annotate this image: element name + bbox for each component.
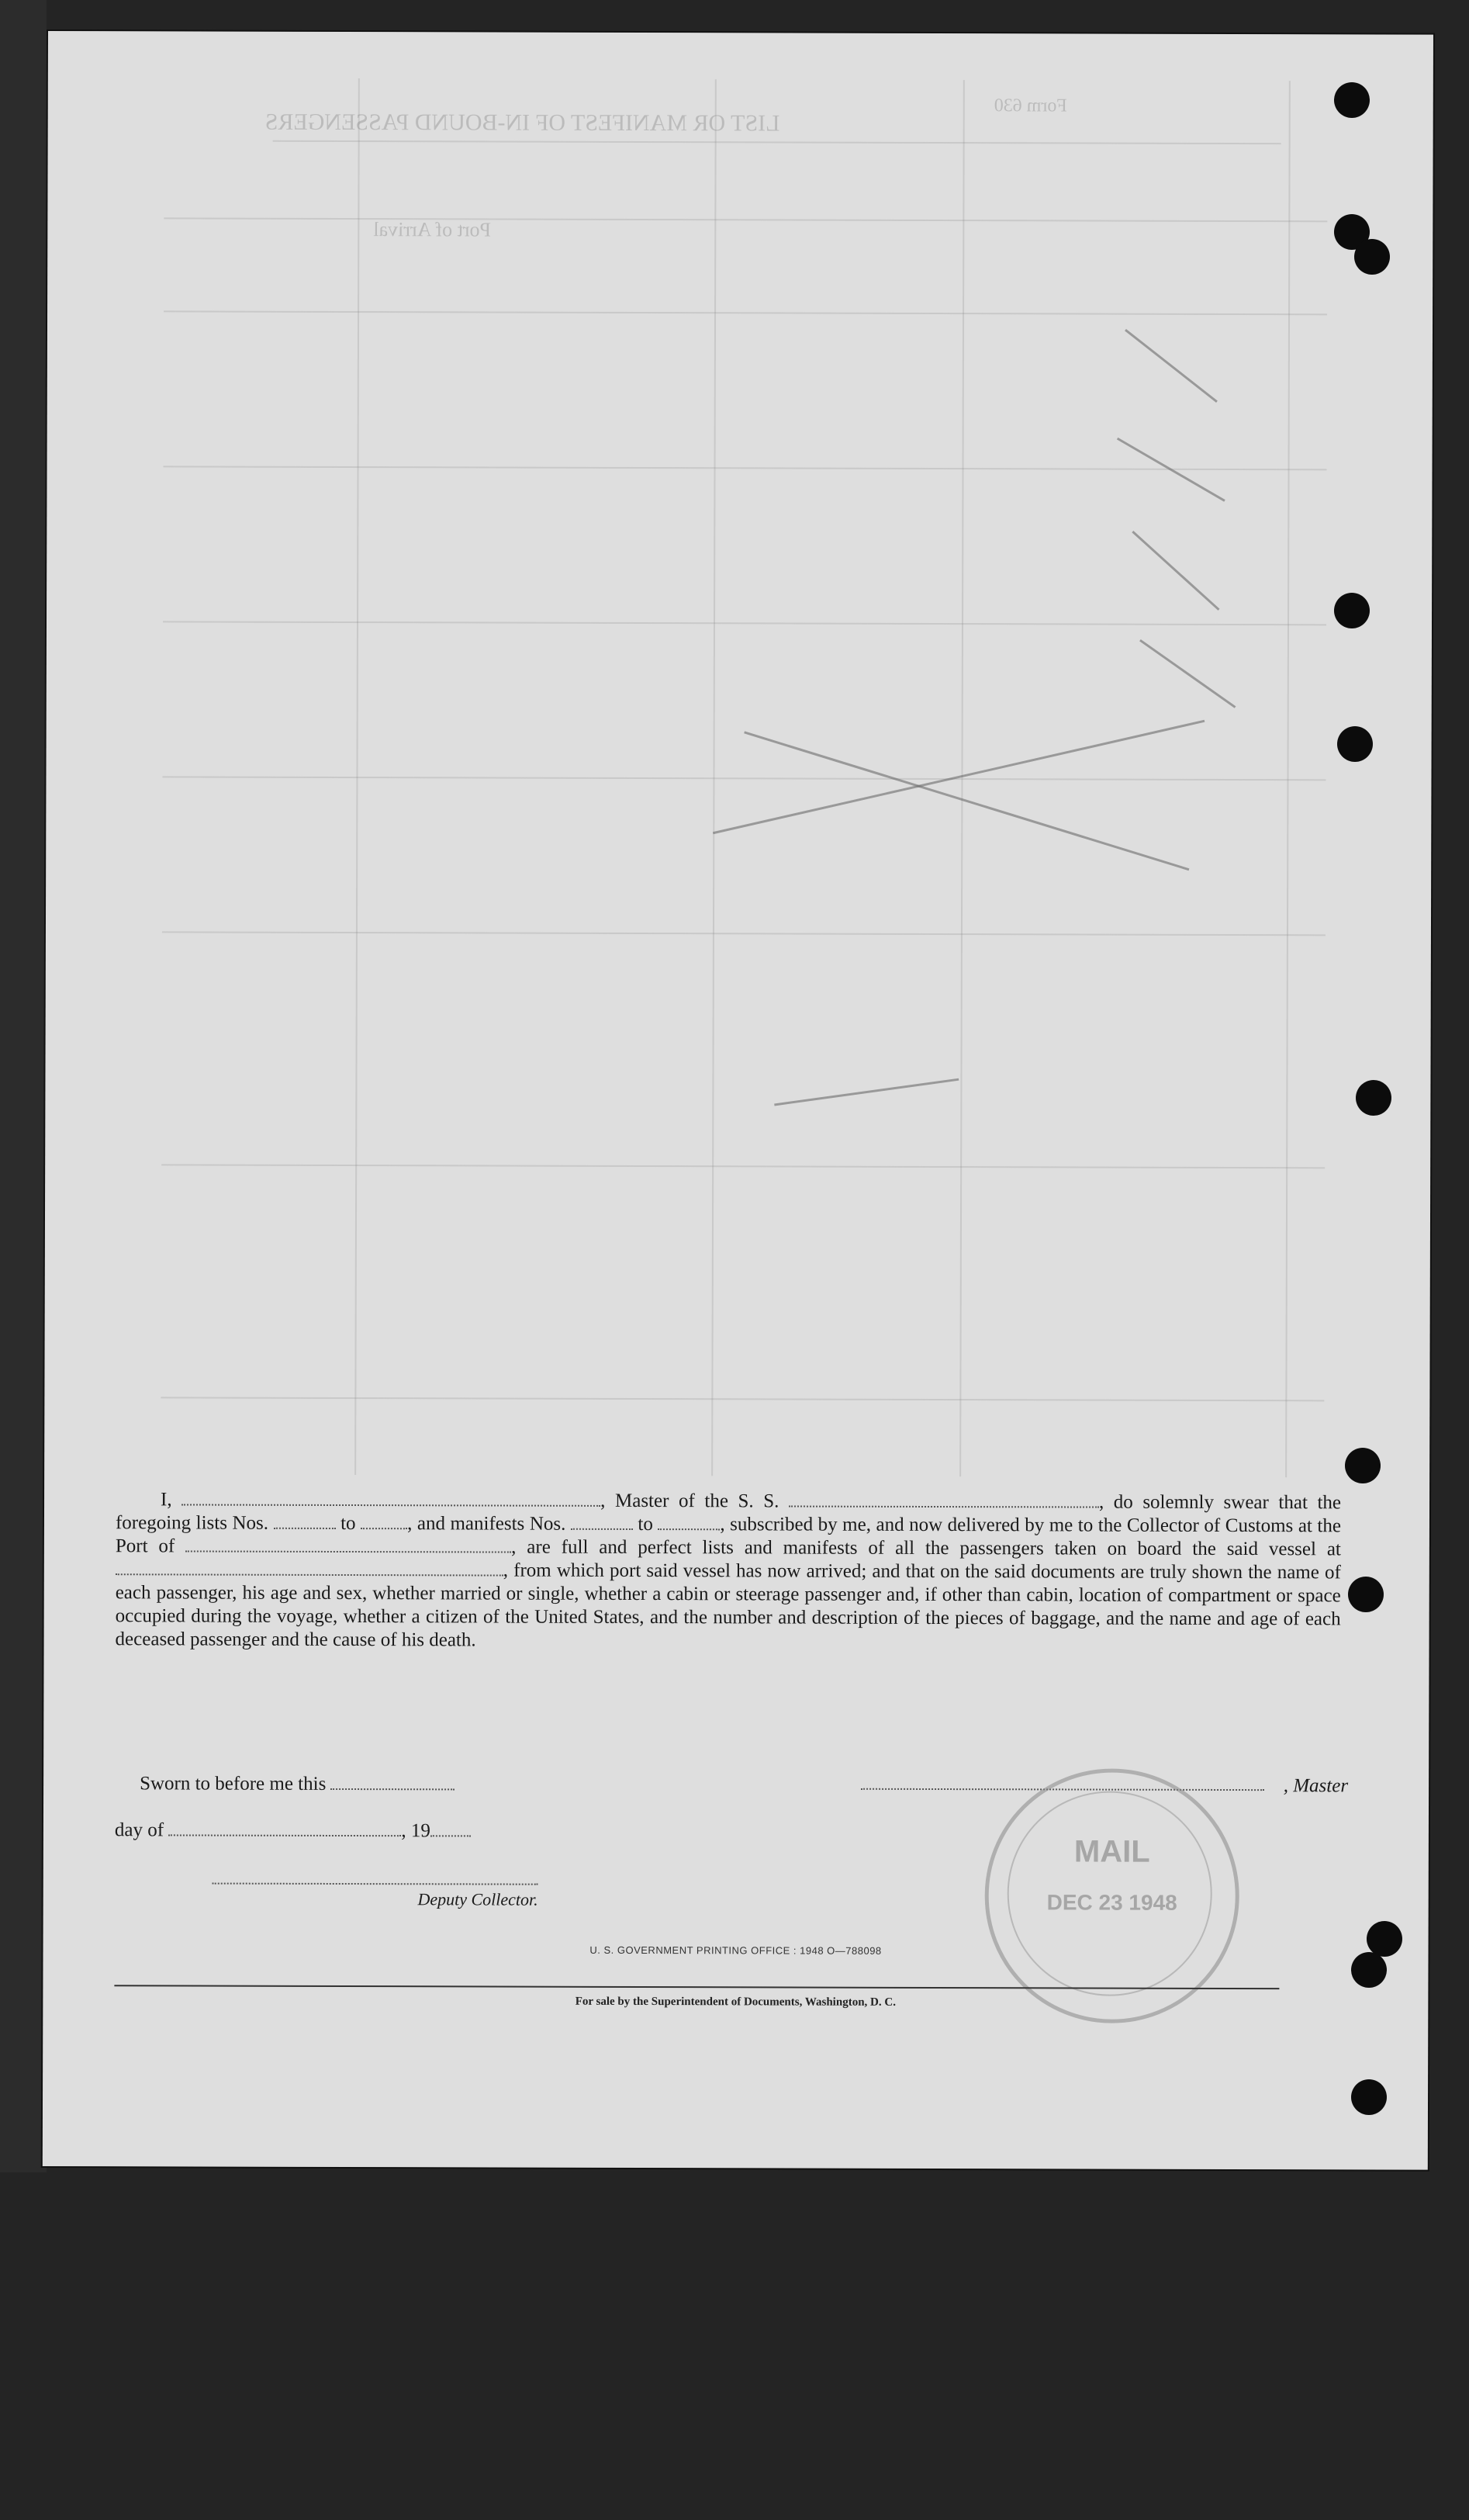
- for-sale-notice: For sale by the Superintendent of Documents, Washington, D. C.: [575, 1995, 896, 2009]
- list-from-blank: [274, 1512, 336, 1529]
- binder-hole: [1351, 1952, 1387, 1988]
- pencil-mark: [1132, 531, 1219, 611]
- binder-hole: [1356, 1080, 1391, 1116]
- pencil-mark: [713, 720, 1205, 834]
- year-blank: [430, 1819, 471, 1836]
- binder-hole: [1354, 239, 1390, 275]
- oath-do-solemnly: , do solemnly swear that the foregoing lists Nos.: [115, 1491, 1342, 1534]
- oath-subscribed: , subscribed by me, and now delivered by me to the Collector of Customs at the Port of: [115, 1514, 1341, 1557]
- vessel-name-blank: [789, 1490, 1099, 1508]
- month-blank: [168, 1819, 401, 1836]
- sworn-day-blank: [331, 1773, 455, 1790]
- master-name-blank: [181, 1488, 600, 1506]
- master-oath-paragraph: [116, 1488, 1342, 1654]
- stamp-mail-text: MAIL: [1073, 1834, 1150, 1869]
- pencil-mark: [1117, 438, 1225, 502]
- master-label: , Master: [1283, 1775, 1349, 1797]
- day-of-row: [115, 1819, 471, 1842]
- day-of-label: day of: [114, 1819, 164, 1841]
- printing-office-imprint: U. S. GOVERNMENT PRINTING OFFICE : 1948 O—788098: [589, 1944, 882, 1957]
- binder-hole: [1337, 726, 1373, 762]
- binder-hole: [1351, 2079, 1387, 2115]
- oath-and-manifests: , and manifests Nos.: [407, 1513, 566, 1535]
- embarkation-port-blank: [116, 1558, 503, 1576]
- oath-to-1: to: [340, 1512, 356, 1535]
- mail-postmark-stamp: [984, 1768, 1239, 2023]
- pencil-mark: [774, 1078, 959, 1106]
- manifest-from-blank: [571, 1513, 633, 1530]
- binder-hole: [1348, 1577, 1384, 1612]
- oath-master-of: , Master of the S. S.: [600, 1490, 779, 1512]
- list-to-blank: [361, 1512, 407, 1529]
- scan-frame-edge: [0, 0, 47, 2172]
- oath-are-full: , are full and perfect lists and manifests of all the passengers taken on board the said vessel at: [511, 1536, 1341, 1560]
- manifest-to-blank: [658, 1513, 720, 1530]
- binder-hole: [1345, 1448, 1381, 1483]
- port-blank: [185, 1535, 511, 1552]
- stamp-date-text: DEC 23 1948: [1046, 1890, 1177, 1915]
- year-prefix: , 19: [401, 1820, 430, 1842]
- oath-to-2: to: [638, 1513, 653, 1535]
- reverse-side-bleed-through: LIST OR MANIFEST OF IN-BOUND PASSENGERS Form 630 Port of Arrival: [43, 31, 1433, 2170]
- oath-i: I,: [161, 1489, 172, 1511]
- pencil-mark: [1139, 639, 1236, 708]
- oath-remainder: , from which port said vessel has now arrived; and that on the said documents are truly shown the name of each passenger, his age and sex, whether married or single, whether a cabin or steerage passenger and, if other than cabin, location of compartment or space occupied during the voyage, whether a citizen of the United States, and the number and description of the pieces of baggage, and the name and age of each deceased passenger and the cause of his death.: [115, 1559, 1341, 1651]
- sworn-label: Sworn to before me this: [140, 1772, 455, 1795]
- pencil-mark: [744, 731, 1189, 871]
- binder-hole: [1367, 1921, 1402, 1957]
- deputy-collector-signature: Deputy Collector.: [213, 1883, 538, 1910]
- binder-hole: [1334, 82, 1370, 118]
- manifest-back-page: [43, 31, 1433, 2170]
- pencil-mark: [1125, 329, 1218, 403]
- binder-hole: [1334, 593, 1370, 628]
